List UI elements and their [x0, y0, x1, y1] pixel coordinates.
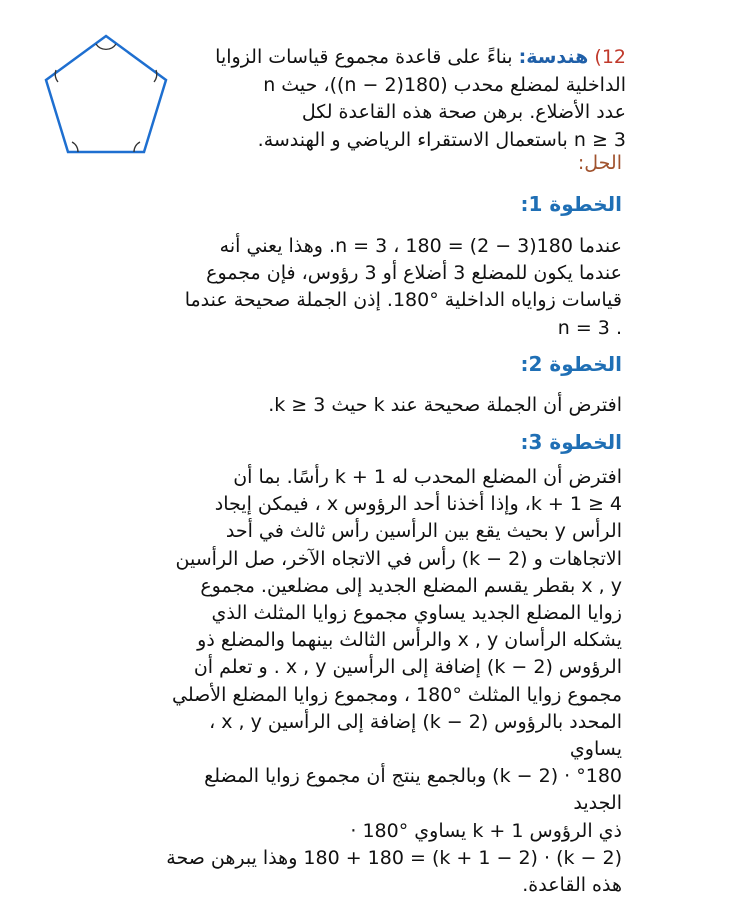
step-3-line: الرؤوس (k − 2) إضافة إلى الرأسين x , y . و تعلم أن: [193, 656, 622, 679]
step-3-line: مجموع زوايا المثلث °180 ، ومجموع زوايا المضلع الأصلي: [171, 683, 622, 706]
step-3-line: الاتجاهات و (k − 2) رأس في الاتجاه الآخر، صل الرأسين: [175, 547, 622, 570]
step-1-line: . n = 3: [557, 316, 622, 339]
step-1-line: قياسات زواياه الداخلية °180. إذن الجملة صحيحة عندما: [184, 289, 622, 312]
step-2-body: [152, 392, 622, 419]
solution-label: الحل:: [577, 152, 622, 174]
step-1-title: الخطوة 1:: [520, 192, 622, 216]
problem-number: 12): [594, 46, 626, 68]
step-3-line: الرأس y بحيث يقع بين الرأسين رأس ثالث في أحد: [225, 520, 622, 543]
step-3-line: (k − 2) · 180 + 180 = (k + 1 − 2) وهذا يبرهن صحة: [166, 846, 622, 869]
step-3-line: ذي الرؤوس k + 1 يساوي °180 ·: [350, 819, 622, 842]
problem-text: n ≥ 3 باستعمال الاستقراء الرياضي و الهندسة.: [257, 128, 626, 151]
pentagon-diagram-icon: [38, 30, 174, 160]
problem-statement: [176, 44, 626, 154]
problem-text: عدد الأضلاع. برهن صحة هذه القاعدة لكل: [301, 101, 626, 123]
problem-line-1: [176, 44, 626, 72]
problem-text: بناءً على قاعدة مجموع قياسات الزوايا: [215, 46, 513, 68]
step-3-line: المحدد بالرؤوس (k − 2) إضافة إلى الرأسين x , y ، يساوي: [209, 710, 622, 761]
step-3-line: افترض أن المضلع المحدب له k + 1 رأسًا. بما أن: [233, 466, 622, 488]
step-3-line: هذه القاعدة.: [522, 874, 622, 897]
step-3-line: يشكله الرأسان x , y والرأس الثالث بينهما والمضلع ذو: [197, 629, 622, 652]
step-3-line: زوايا المضلع الجديد يساوي مجموع زوايا المثلث الذي: [211, 602, 622, 625]
step-1-line: عندما n = 3 ، 180 = (2 − 3)180. وهذا يعني أنه: [219, 235, 622, 257]
problem-text: الداخلية لمضلع محدب (180(n − 2))، حيث n: [263, 73, 626, 96]
step-3-line: k + 1 ≥ 4، وإذا أخذنا أحد الرؤوس x ، فيمكن إيجاد: [214, 493, 622, 516]
problem-heading: هندسة:: [518, 46, 589, 68]
step-2-title: الخطوة 2:: [520, 352, 622, 376]
step-1-body: [152, 233, 622, 342]
step-3-line: x , y بقطر يقسم المضلع الجديد إلى مضلعين. مجموع: [200, 574, 622, 597]
step-3-title: الخطوة 3:: [520, 430, 622, 454]
step-3-line: °180 · (k − 2) وبالجمع ينتج أن مجموع زوايا المضلع الجديد: [204, 765, 622, 815]
step-3-body: [152, 464, 622, 899]
step-2-line: افترض أن الجملة صحيحة عند k حيث k ≥ 3.: [268, 394, 622, 416]
step-1-line: عندما يكون للمضلع 3 أضلاع أو 3 رؤوس، فإن مجموع: [206, 262, 622, 285]
